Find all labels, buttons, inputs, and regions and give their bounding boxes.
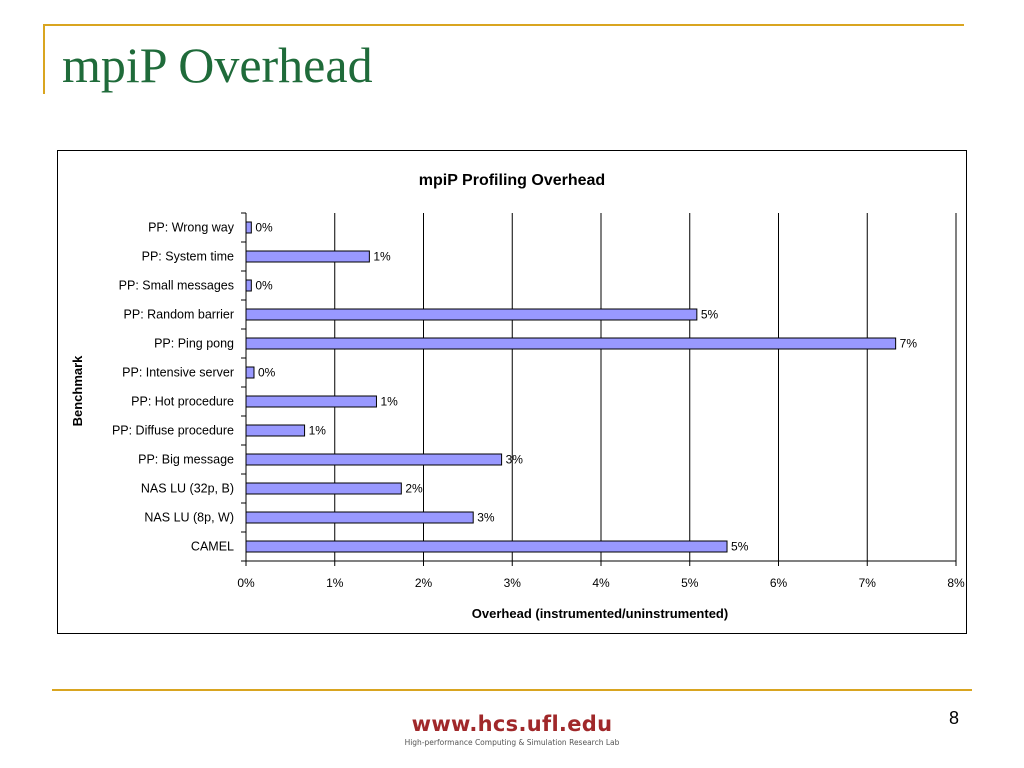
data-label: 0%: [255, 278, 273, 293]
data-label: 1%: [380, 394, 398, 409]
data-label: 1%: [373, 249, 391, 264]
data-label: 5%: [731, 539, 749, 554]
category-label: PP: Wrong way: [148, 220, 234, 235]
x-tick-label: 2%: [414, 576, 433, 590]
title-frame-left-rule: [43, 24, 45, 94]
x-axis-label: Overhead (instrumented/uninstrumented): [471, 606, 729, 621]
category-label: PP: Hot procedure: [131, 394, 234, 409]
footer-lab-name: High-performance Computing & Simulation Research Lab: [404, 738, 620, 747]
data-label: 1%: [308, 423, 326, 438]
page-number: 8: [949, 708, 960, 728]
bar: [246, 396, 376, 407]
x-tick-label: 0%: [237, 576, 255, 590]
data-label: 2%: [405, 481, 423, 496]
x-tick-label: 7%: [858, 576, 876, 590]
category-label: PP: Intensive server: [122, 365, 234, 380]
bar: [246, 251, 369, 262]
category-label: PP: Big message: [138, 452, 234, 467]
category-label: PP: Diffuse procedure: [111, 423, 234, 438]
bar: [246, 454, 502, 465]
category-label: CAMEL: [190, 539, 234, 554]
data-label: 0%: [257, 365, 276, 380]
data-label: 7%: [899, 336, 917, 351]
footer-rule: [52, 689, 972, 691]
category-label: PP: System time: [141, 249, 234, 264]
bar: [246, 483, 401, 494]
data-label: 5%: [700, 307, 719, 322]
bar: [246, 541, 727, 552]
bar: [246, 309, 697, 320]
x-tick-label: 8%: [947, 576, 965, 590]
y-axis-label: Benchmark: [70, 355, 85, 427]
bar: [246, 512, 473, 523]
data-label: 3%: [477, 510, 495, 525]
footer-url: www.hcs.ufl.edu: [411, 712, 613, 736]
bar: [246, 425, 305, 436]
x-tick-label: 3%: [503, 576, 521, 590]
bar: [246, 367, 254, 378]
chart-title: mpiP Profiling Overhead: [418, 172, 606, 189]
x-tick-label: 6%: [769, 576, 788, 590]
title-frame-top-rule: [43, 24, 964, 26]
category-label: PP: Random barrier: [123, 307, 234, 322]
slide-title: mpiP Overhead: [62, 37, 373, 93]
bar: [246, 338, 896, 349]
x-tick-label: 1%: [326, 576, 344, 590]
category-label: PP: Ping pong: [154, 336, 234, 351]
overhead-bar-chart: [58, 151, 965, 632]
bar: [246, 280, 251, 291]
category-label: NAS LU (8p, W): [144, 510, 234, 525]
chart-container: [57, 150, 967, 634]
data-label: 0%: [255, 220, 273, 235]
x-tick-label: 4%: [592, 576, 610, 590]
bar: [246, 222, 251, 233]
category-label: NAS LU (32p, B): [140, 481, 234, 496]
category-label: PP: Small messages: [118, 278, 234, 293]
data-label: 3%: [505, 452, 523, 467]
x-tick-label: 5%: [681, 576, 699, 590]
